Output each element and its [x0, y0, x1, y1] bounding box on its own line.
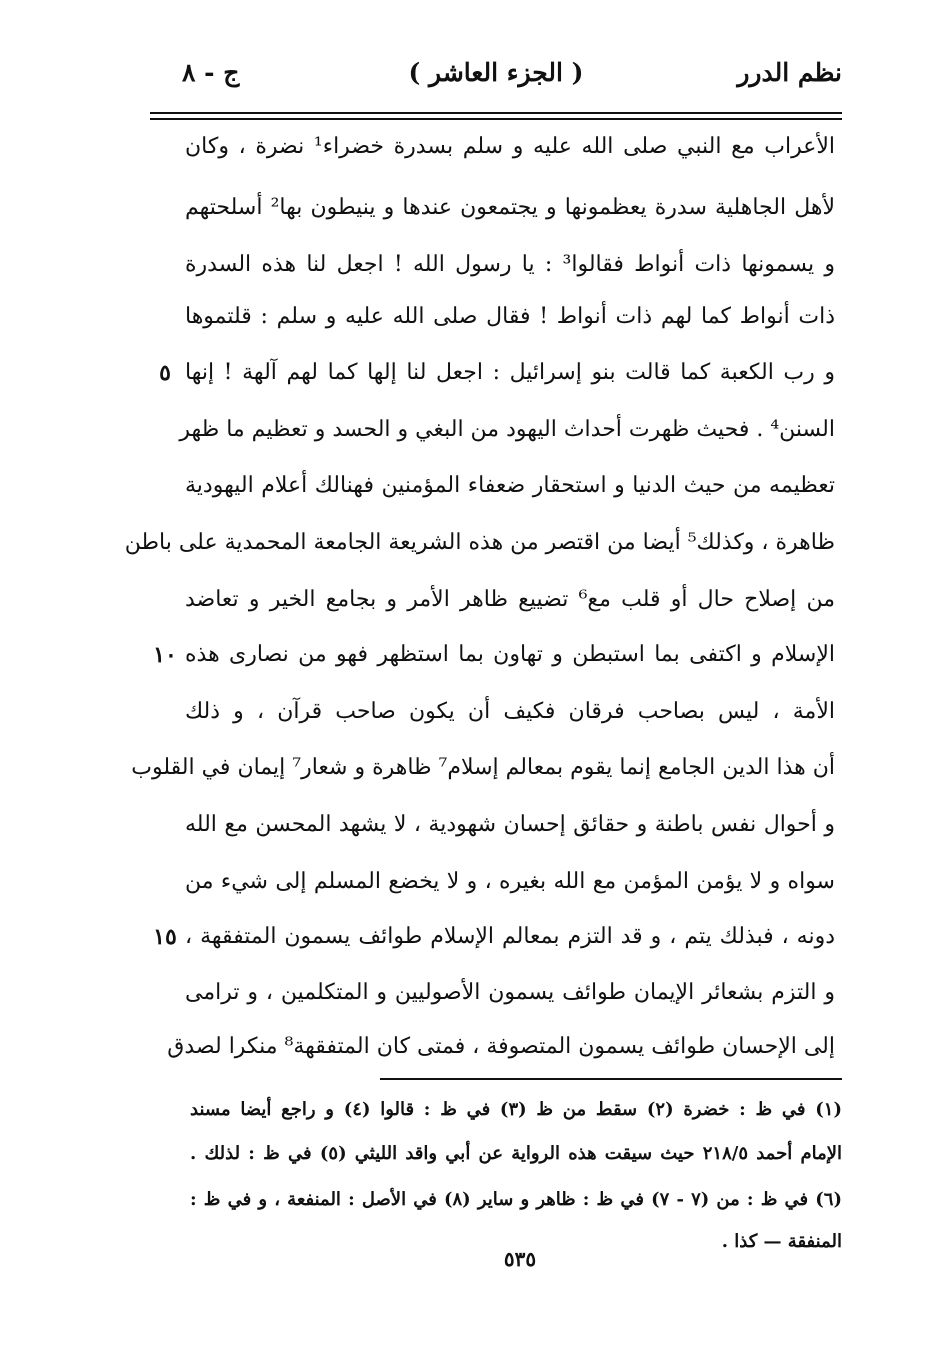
header-rule	[150, 112, 842, 120]
footnote-line: (١) في ظ : خضرة (٢) سقط من ظ (٣) في ظ : قالوا (٤) و راجع أيضا مسند	[190, 1099, 842, 1120]
footnote-line: الإمام أحمد ٢١٨/٥ حيث سيقت هذه الرواية عن أبي واقد الليثي (٥) في ظ : لذلك .	[190, 1143, 842, 1164]
footnote-line: (٦) في ظ : من (٧ - ٧) في ظ : ظاهر و ساير (٨) في الأصل : المنفعة ، و في ظ :	[190, 1189, 842, 1210]
line-number-15: ١٥	[153, 924, 177, 950]
page-number: ٥٣٥	[503, 1247, 537, 1271]
text-line: إلى الإحسان طوائف يسمون المتصوفة ، فمتى كان المتفقهة⁸ منكرا لصدق	[167, 1034, 835, 1059]
text-line: ظاهرة ، وكذلك⁵ أيضا من اقتصر من هذه الشريعة الجامعة المحمدية على باطن	[124, 530, 835, 555]
text-line: السنن⁴ . فحيث ظهرت أحداث اليهود من البغي و الحسد و تعظيم ما ظهر	[179, 417, 835, 442]
text-line: و أحوال نفس باطنة و حقائق إحسان شهودية ، لا يشهد المحسن مع الله	[185, 812, 835, 837]
line-number-10: ١٠	[153, 642, 177, 668]
footnote-line: المنفقة — كذا .	[721, 1231, 842, 1252]
text-line: و التزم بشعائر الإيمان طوائف يسمون الأصوليين و المتكلمين ، و ترامى	[185, 980, 835, 1005]
volume-number: ج - ٨	[182, 58, 240, 87]
text-line: الإسلام و اكتفى بما استبطن و تهاون بما استظهر فهو من نصارى هذه	[185, 642, 835, 667]
text-line: ذات أنواط كما لهم ذات أنواط ! فقال صلى الله عليه و سلم : قلتموها	[185, 304, 835, 329]
line-number-5: ٥	[159, 360, 171, 386]
text-line: سواه و لا يؤمن المؤمن مع الله بغيره ، و لا يخضع المسلم إلى شيء من	[185, 869, 835, 894]
text-line: الأمة ، ليس بصاحب فرقان فكيف أن يكون صاحب قرآن ، و ذلك	[185, 699, 835, 724]
running-header	[150, 58, 842, 108]
book-title: نظم الدرر	[737, 58, 842, 87]
text-line: دونه ، فبذلك يتم ، و قد التزم بمعالم الإسلام طوائف يسمون المتفقهة ،	[185, 924, 835, 949]
text-line: و رب الكعبة كما قالت بنو إسرائيل : اجعل لنا إلها كما لهم آلهة ! إنها	[185, 360, 835, 385]
footnote-rule	[380, 1078, 842, 1080]
text-line: تعظيمه من حيث الدنيا و استحقار ضعفاء المؤمنين فهنالك أعلام اليهودية	[185, 473, 835, 498]
text-line: أن هذا الدين الجامع إنما يقوم بمعالم إسلام⁷ ظاهرة و شعار⁷ إيمان في القلوب	[131, 755, 835, 780]
text-line: و يسمونها ذات أنواط فقالوا³ : يا رسول الله ! اجعل لنا هذه السدرة	[185, 252, 835, 277]
text-line: الأعراب مع النبي صلى الله عليه و سلم بسدرة خضراء¹ نضرة ، وكان	[185, 134, 835, 159]
part-title: ( الجزء العاشر )	[408, 58, 584, 87]
text-line: من إصلاح حال أو قلب مع⁶ تضييع ظاهر الأمر و بجامع الخير و تعاضد	[185, 587, 835, 612]
text-line: لأهل الجاهلية سدرة يعظمونها و يجتمعون عندها و ينيطون بها² أسلحتهم	[185, 195, 836, 220]
